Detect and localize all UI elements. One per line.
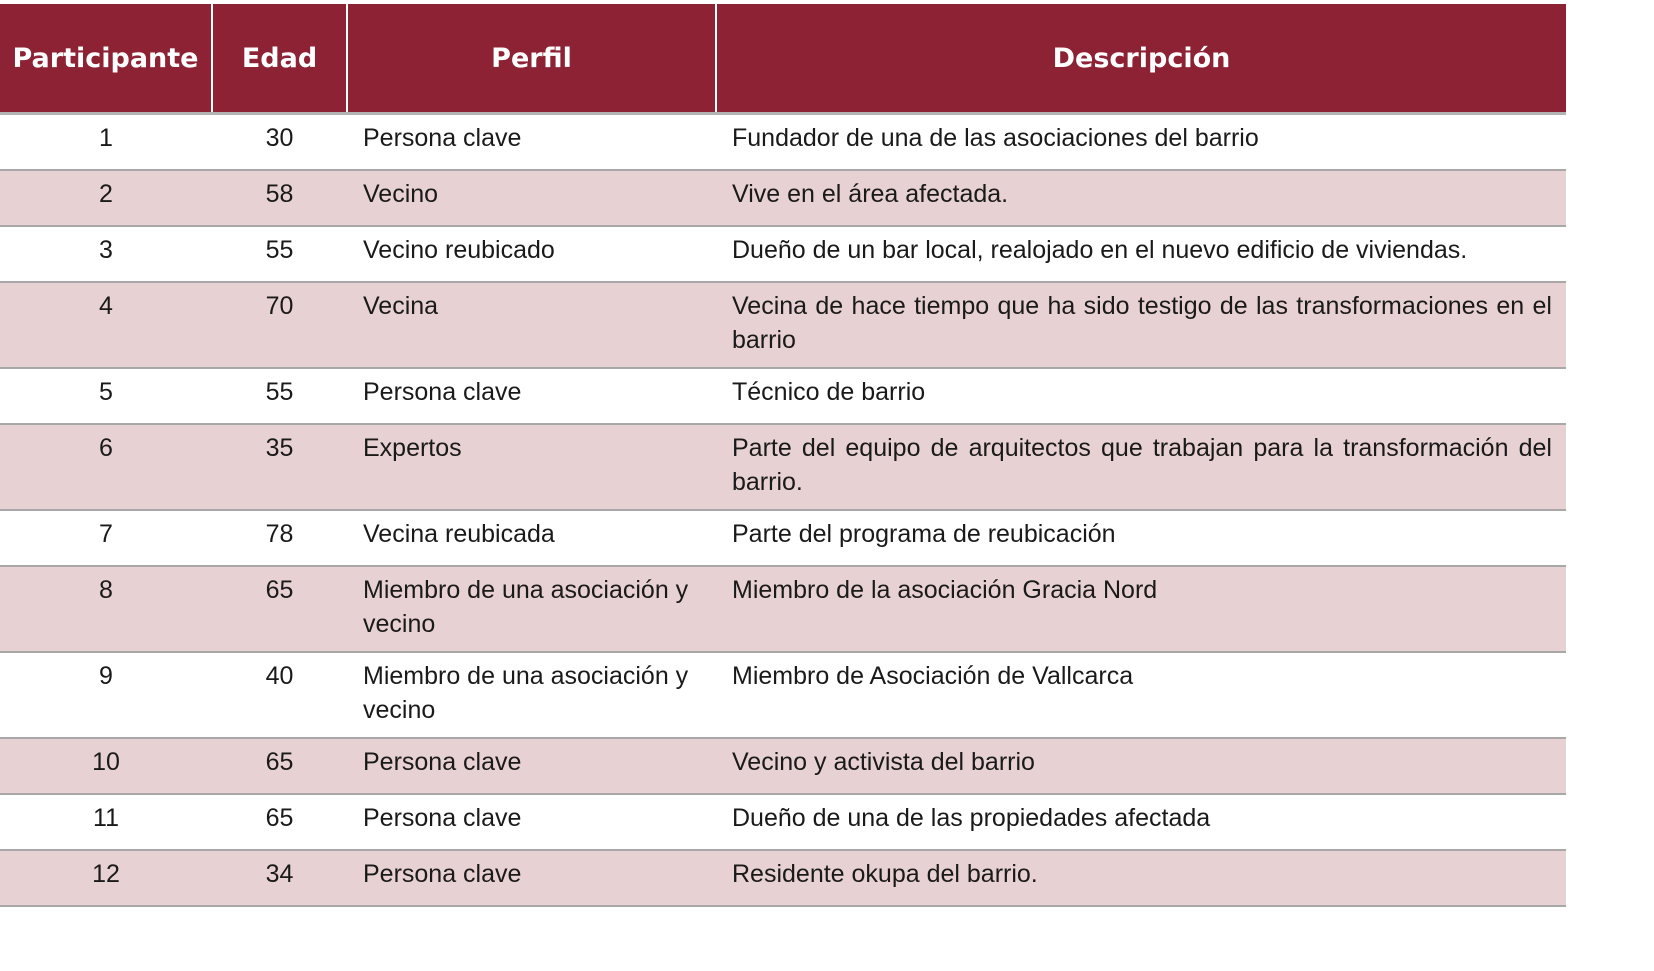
cell-perfil: Miembro de una asociación y vecino <box>347 652 716 738</box>
cell-descripcion: Dueño de una de las propiedades afectada <box>716 794 1566 850</box>
header-row <box>0 4 1566 114</box>
cell-edad: 58 <box>212 170 347 226</box>
cell-descripcion: Parte del equipo de arquitectos que trabajan para la transformación del barrio. <box>716 424 1566 510</box>
cell-participante: 12 <box>0 850 212 906</box>
cell-perfil: Vecino reubicado <box>347 226 716 282</box>
table-body <box>0 114 1566 907</box>
cell-perfil: Persona clave <box>347 368 716 424</box>
table-row <box>0 282 1566 368</box>
cell-perfil: Vecino <box>347 170 716 226</box>
header-descripcion: Descripción <box>716 4 1566 114</box>
cell-descripcion: Dueño de un bar local, realojado en el nuevo edificio de viviendas. <box>716 226 1566 282</box>
cell-descripcion: Vive en el área afectada. <box>716 170 1566 226</box>
table-row <box>0 368 1566 424</box>
cell-edad: 55 <box>212 368 347 424</box>
cell-participante: 11 <box>0 794 212 850</box>
cell-descripcion: Vecino y activista del barrio <box>716 738 1566 794</box>
cell-descripcion: Vecina de hace tiempo que ha sido testigo de las transformaciones en el barrio <box>716 282 1566 368</box>
cell-edad: 35 <box>212 424 347 510</box>
header-participante: Participante <box>0 4 212 114</box>
cell-edad: 40 <box>212 652 347 738</box>
cell-edad: 30 <box>212 114 347 171</box>
cell-edad: 65 <box>212 794 347 850</box>
table-row <box>0 794 1566 850</box>
cell-edad: 34 <box>212 850 347 906</box>
cell-descripcion: Miembro de Asociación de Vallcarca <box>716 652 1566 738</box>
cell-participante: 10 <box>0 738 212 794</box>
cell-edad: 65 <box>212 738 347 794</box>
cell-descripcion: Técnico de barrio <box>716 368 1566 424</box>
cell-participante: 9 <box>0 652 212 738</box>
table-row <box>0 652 1566 738</box>
cell-participante: 8 <box>0 566 212 652</box>
table-row <box>0 226 1566 282</box>
cell-participante: 4 <box>0 282 212 368</box>
table-row <box>0 566 1566 652</box>
table-header <box>0 4 1566 114</box>
participants-table <box>0 4 1566 907</box>
cell-perfil: Vecina reubicada <box>347 510 716 566</box>
table-row <box>0 424 1566 510</box>
cell-descripcion: Miembro de la asociación Gracia Nord <box>716 566 1566 652</box>
cell-participante: 5 <box>0 368 212 424</box>
participants-table-container <box>0 4 1566 907</box>
table-row <box>0 510 1566 566</box>
table-row <box>0 114 1566 171</box>
cell-descripcion: Residente okupa del barrio. <box>716 850 1566 906</box>
cell-perfil: Expertos <box>347 424 716 510</box>
cell-participante: 2 <box>0 170 212 226</box>
cell-perfil: Persona clave <box>347 850 716 906</box>
cell-perfil: Persona clave <box>347 738 716 794</box>
cell-descripcion: Fundador de una de las asociaciones del barrio <box>716 114 1566 171</box>
cell-perfil: Persona clave <box>347 114 716 171</box>
cell-perfil: Persona clave <box>347 794 716 850</box>
table-row <box>0 850 1566 906</box>
cell-descripcion: Parte del programa de reubicación <box>716 510 1566 566</box>
cell-participante: 3 <box>0 226 212 282</box>
cell-participante: 1 <box>0 114 212 171</box>
cell-perfil: Miembro de una asociación y vecino <box>347 566 716 652</box>
cell-edad: 78 <box>212 510 347 566</box>
cell-participante: 7 <box>0 510 212 566</box>
table-row <box>0 738 1566 794</box>
header-edad: Edad <box>212 4 347 114</box>
cell-edad: 70 <box>212 282 347 368</box>
table-row <box>0 170 1566 226</box>
cell-edad: 65 <box>212 566 347 652</box>
cell-perfil: Vecina <box>347 282 716 368</box>
cell-edad: 55 <box>212 226 347 282</box>
header-perfil: Perfil <box>347 4 716 114</box>
cell-participante: 6 <box>0 424 212 510</box>
